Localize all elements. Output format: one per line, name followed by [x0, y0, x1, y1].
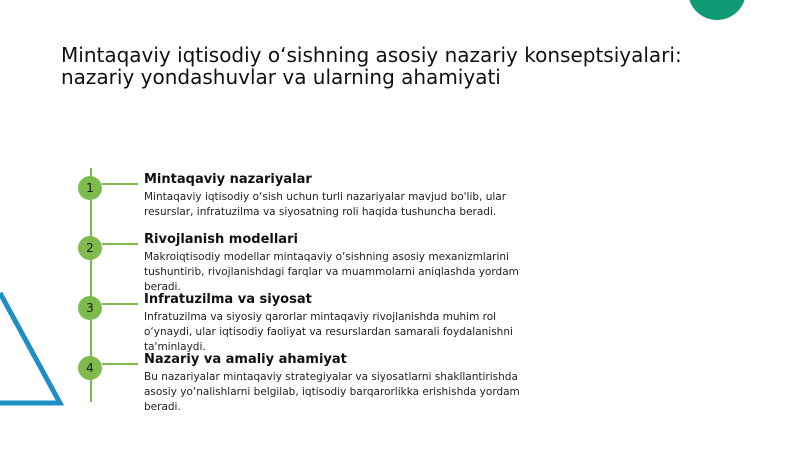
slide-title: Mintaqaviy iqtisodiy o‘sishning asosiy nazariy konseptsiyalari: nazariy yondashuvlar va ularning ahamiyati — [61, 43, 682, 89]
step-number-badge: 2 — [78, 236, 102, 260]
step-title: Infratuzilma va siyosat — [144, 292, 312, 307]
step-connector — [102, 303, 138, 305]
step-connector — [102, 243, 138, 245]
timeline-step-2 — [0, 232, 800, 292]
step-title: Mintaqaviy nazariyalar — [144, 172, 312, 187]
step-description: Makroiqtisodiy modellar mintaqaviy o‘sishning asosiy mexanizmlarini tushuntirib, rivojlanishdagi farqlar va muammolarni aniqlashda yordam beradi. — [144, 251, 519, 293]
step-connector — [102, 183, 138, 185]
step-title: Nazariy va amaliy ahamiyat — [144, 352, 347, 367]
step-number-badge: 1 — [78, 176, 102, 200]
step-number-badge: 4 — [78, 356, 102, 380]
decorative-circle — [688, 0, 746, 20]
step-number-badge: 3 — [78, 296, 102, 320]
timeline-step-4 — [0, 352, 800, 412]
step-description: Infratuzilma va siyosiy qarorlar mintaqaviy rivojlanishda muhim rol o‘ynaydi, ular iqtisodiy faoliyat va resurslardan samarali foydalanishni ta'minlaydi. — [144, 311, 513, 353]
step-title: Rivojlanish modellari — [144, 232, 298, 247]
step-connector — [102, 363, 138, 365]
timeline-step-3 — [0, 292, 800, 352]
step-description: Bu nazariyalar mintaqaviy strategiyalar va siyosatlarni shakllantirishda asosiy yo‘nalishlarni belgilab, iqtisodiy barqarorlikka erishishda yordam beradi. — [144, 371, 520, 413]
timeline-step-1 — [0, 172, 800, 232]
step-description: Mintaqaviy iqtisodiy o‘sish uchun turli nazariyalar mavjud bo'lib, ular resurslar, infratuzilma va siyosatning roli haqida tushuncha beradi. — [144, 191, 507, 218]
